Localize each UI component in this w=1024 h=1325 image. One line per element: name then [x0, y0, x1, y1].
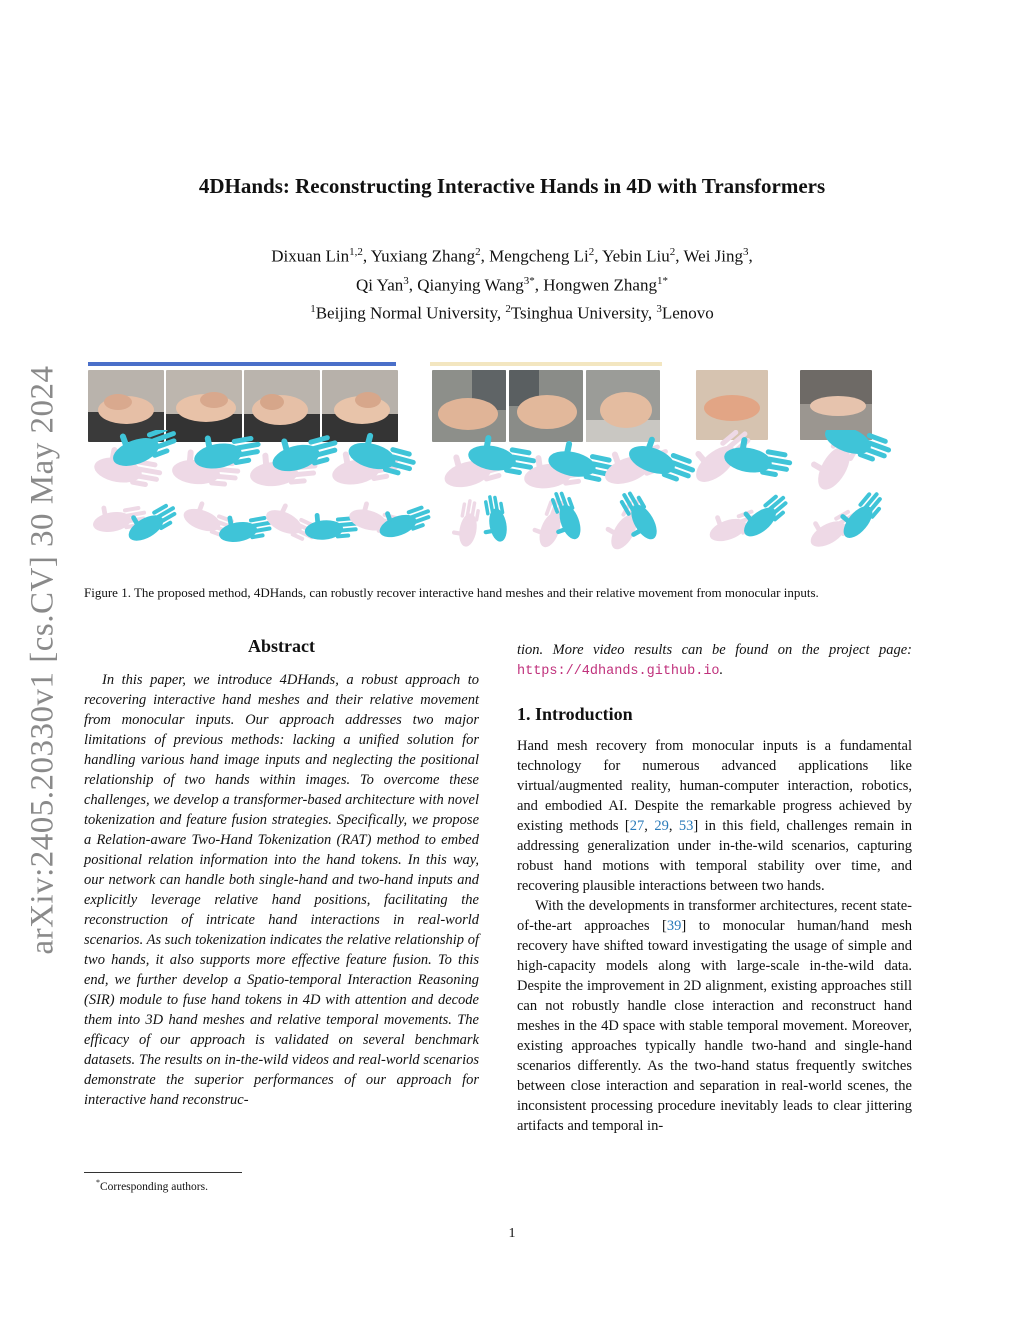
- author: Hongwen Zhang: [543, 275, 657, 295]
- citation-link[interactable]: 53: [678, 818, 694, 834]
- author: Qi Yan: [356, 275, 404, 295]
- author: Wei Jing: [683, 246, 744, 266]
- citation-link[interactable]: 27: [629, 818, 645, 834]
- citation-link[interactable]: 39: [666, 918, 682, 934]
- section-heading-introduction: 1. Introduction: [517, 704, 633, 724]
- teaser-figure: [88, 360, 938, 575]
- intro-paragraph-1: Hand mesh recovery from monocular inputs is a fundamental technology for numerous advanced applications like virtual/augmented reality, human-computer interaction, robotics, and embodied AI. Despite the remarkable progress achieved by existing methods [27, 29, 53] in this field, challenges remain in addressing generalization under in-the-wild scenarios, capturing robust hand motions with temporal stability over time, and recovering plausible interactions between two hands.: [517, 738, 912, 894]
- intro-paragraph-2: With the developments in transformer architectures, recent state-of-the-art approaches [39] to monocular human/hand mesh recovery have shifted toward investigating the usage of simple and high-capacity models along with large-scale in-the-wild data. Despite the improvement in 2D alignment, existing approaches still can not robustly handle close interaction and reconstruct hand meshes in the 4D space with stable temporal movement. Moreover, existing approaches typically handle two-hand and single-hand scenarios differently. As the two-hand status frequently switches between close interaction and separation in real-world scenes, the inconsistent processing procedure inevitably leads to clear jittering artifacts and temporal in-: [517, 898, 912, 1134]
- affiliations: $^1$Beijing Normal University, $^2$Tsinghua University, $^3$Lenovo: [310, 303, 714, 323]
- figure-caption: Figure 1. The proposed method, 4DHands, can robustly recover interactive hand meshes and their relative movement from monocular inputs.: [84, 585, 819, 600]
- author: Mengcheng Li: [489, 246, 589, 266]
- author-block: [0, 240, 1024, 326]
- project-link[interactable]: https://4dhands.github.io: [517, 664, 720, 679]
- abstract-continuation: tion. More video results can be found on the project page: https://4dhands.github.io.: [517, 642, 912, 679]
- arxiv-stamp: [18, 345, 68, 975]
- author-line-1: Dixuan Lin$^{1,2}$, Yuxiang Zhang$^2$, Mengcheng Li$^2$, Yebin Liu$^2$, Wei Jing$^3$,: [271, 246, 753, 266]
- paper-title: 4DHands: Reconstructing Interactive Hands in 4D with Transformers: [198, 174, 826, 198]
- abstract-heading: Abstract: [248, 636, 315, 656]
- author: Yebin Liu: [602, 246, 670, 266]
- author: Qianying Wang: [417, 275, 524, 295]
- page-number: 1: [508, 1226, 516, 1241]
- citation-link[interactable]: 29: [654, 818, 669, 834]
- left-column: [84, 636, 479, 1110]
- hand-mesh-renderings: [88, 430, 938, 575]
- author: Yuxiang Zhang: [370, 246, 476, 266]
- author: Dixuan Lin: [271, 246, 350, 266]
- abstract-text: In this paper, we introduce 4DHands, a robust approach to recovering interactive hand meshes and their relative movement from monocular inputs. Our approach addresses two major limitations of previous methods: lacking a unified solution for handling various hand image inputs and neglecting the positional relationship of two hands within images. To overcome these challenges, we develop a transformer-based architecture with novel tokenization and feature fusion strategies. Specifically, we propose a Relation-aware Two-Hand Tokenization (RAT) method to embed positional relation information into the hand tokens. In this way, our network can handle both single-hand and two-hand inputs and explicitly leverage relative hand positions, facilitating the reconstruction of intricate hand interactions in real-world scenarios. As such tokenization indicates the relative relationship of two hands, it also supports more effective feature fusion. To this end, we further develop a Spatio-temporal Interaction Reasoning (SIR) module to fuse hand tokens in 4D with attention and decode them into 3D hand meshes and relative temporal movements. The efficacy of our approach is validated on several benchmark datasets. The results on in-the-wild videos and real-world scenarios demonstrate the superior performances of our approach for interactive hand reconstruc-: [84, 672, 479, 1108]
- footnote: *Corresponding authors.: [96, 1178, 208, 1193]
- arxiv-id: arXiv:2405.20330v1 [cs.CV] 30 May 2024: [24, 365, 61, 955]
- footnote-rule: [84, 1172, 242, 1173]
- sequence-bar-blue: [88, 362, 396, 366]
- sequence-bar-yellow: [430, 362, 662, 366]
- right-column: [517, 640, 912, 1136]
- author-line-2: Qi Yan$^3$, Qianying Wang$^{3*}$, Hongwen Zhang$^{1*}$: [356, 274, 668, 295]
